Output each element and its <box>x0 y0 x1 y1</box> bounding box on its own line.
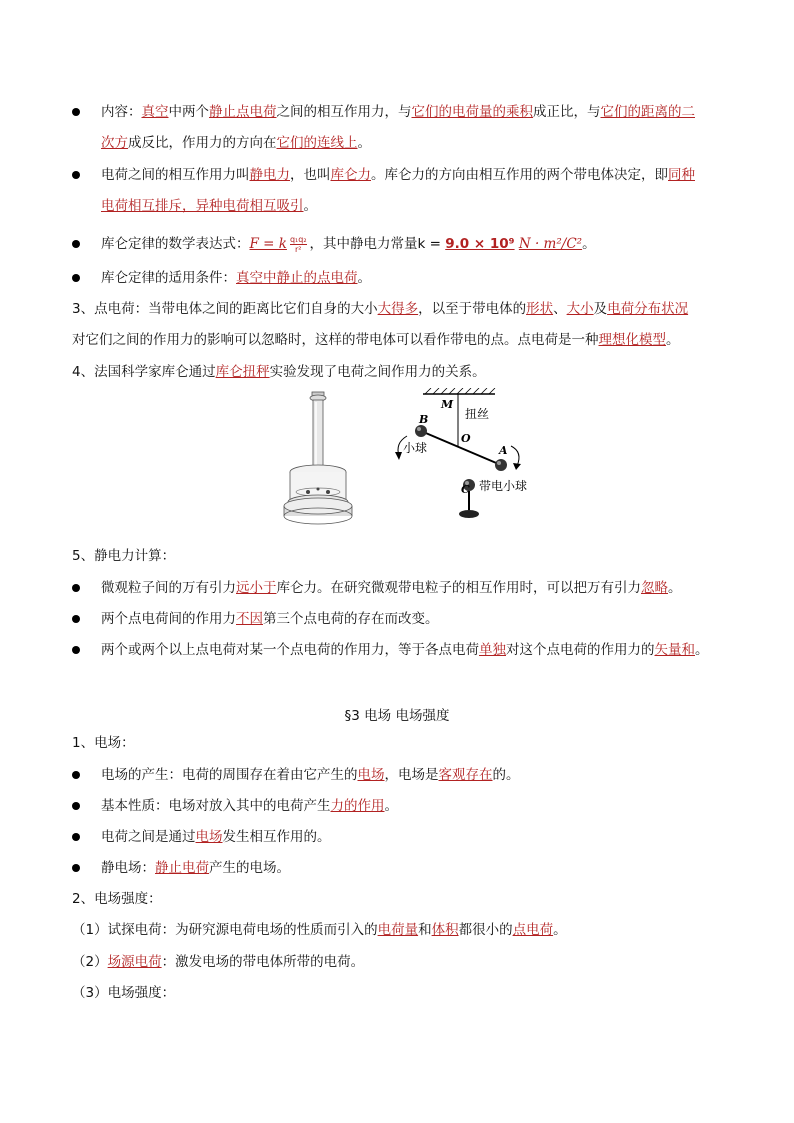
label-M: M <box>441 398 454 411</box>
formula-line: 库仑定律的数学表达式：F = k $\frac{\text{q₁q₂}}{\text{r²}}$ ，其中静电力常量k = 9.0 × 10⁹ N · m²/C²。 <box>101 234 596 254</box>
bullet <box>72 864 80 872</box>
label-twist: 扭丝 <box>465 407 490 421</box>
force-line1: 电荷之间的相互作用力叫静电力，也叫库仑力。库仑力的方向由相互作用的两个带电体决定，即同种 <box>101 167 695 183</box>
bullet <box>72 108 80 116</box>
bullet <box>72 240 80 248</box>
calc-bullet-1: 微观粒子间的万有引力远小于库仑力。在研究微观带电粒子的相互作用时，可以把万有引力忽略。 <box>101 580 682 596</box>
field-bullet-4: 静电场：静止电荷产生的电场。 <box>101 860 290 876</box>
label-B: B <box>419 413 429 426</box>
field-bullet-2: 基本性质：电场对放入其中的电荷产生力的作用。 <box>101 798 398 814</box>
calc-bullet-2: 两个点电荷间的作用力不因第三个点电荷的存在而改变。 <box>101 611 439 627</box>
section-title: §3 电场 电场强度 <box>344 708 450 724</box>
strength-title: 2、电场强度： <box>72 891 162 907</box>
field-bullet-1: 电场的产生：电荷的周围存在着由它产生的电场，电场是客观存在的。 <box>101 767 520 783</box>
calc-bullet-3: 两个或两个以上点电荷对某一个点电荷的作用力，等于各点电荷单独对这个点电荷的作用力的矢量和。 <box>101 642 709 658</box>
bullet <box>72 646 80 654</box>
point-charge-line1: 3、点电荷：当带电体之间的距离比它们自身的大小大得多，以至于带电体的形状、大小及电荷分布状况 <box>72 301 689 317</box>
bullet <box>72 171 80 179</box>
force-line2: 电荷相互排斥，异种电荷相互吸引。 <box>101 198 317 214</box>
torsion-balance-apparatus <box>278 388 360 530</box>
bullet <box>72 802 80 810</box>
bullet <box>72 274 80 282</box>
strength-item-3: （3）电场强度： <box>72 985 176 1001</box>
formula-denominator: r² <box>294 244 302 254</box>
field-title: 1、电场： <box>72 735 135 751</box>
label-O: O <box>461 432 471 445</box>
condition-line: 库仑定律的适用条件：真空中静止的点电荷。 <box>101 270 371 286</box>
strength-item-1: （1）试探电荷：为研究源电荷电场的性质而引入的电荷量和体积都很小的点电荷。 <box>72 922 567 938</box>
label-C: C <box>461 483 470 496</box>
experiment-line: 4、法国科学家库仑通过库仑扭秤实验发现了电荷之间作用力的关系。 <box>72 364 486 380</box>
point-charge-line2: 对它们之间的作用力的影响可以忽略时，这样的带电体可以看作带电的点。点电荷是一种理想化模型。 <box>72 332 680 348</box>
coulomb-content-line2: 次方成反比，作用力的方向在它们的连线上。 <box>101 135 371 151</box>
bullet <box>72 615 80 623</box>
label-charged-ball: 带电小球 <box>479 479 528 493</box>
label-ball: 小球 <box>403 441 428 455</box>
bullet <box>72 771 80 779</box>
bullet <box>72 833 80 841</box>
bullet <box>72 584 80 592</box>
coulomb-content-line1: 内容：真空中两个静止点电荷之间的相互作用力，与它们的电荷量的乘积成正比，与它们的距离的二 <box>101 104 695 120</box>
strength-item-2: （2）场源电荷：激发电场的带电体所带的电荷。 <box>72 954 365 970</box>
formula-numerator: q₁q₂ <box>289 234 307 244</box>
field-bullet-3: 电荷之间是通过电场发生相互作用的。 <box>101 829 331 845</box>
torsion-schematic <box>385 388 545 524</box>
label-A: A <box>499 444 508 457</box>
calc-title: 5、静电力计算： <box>72 548 176 564</box>
